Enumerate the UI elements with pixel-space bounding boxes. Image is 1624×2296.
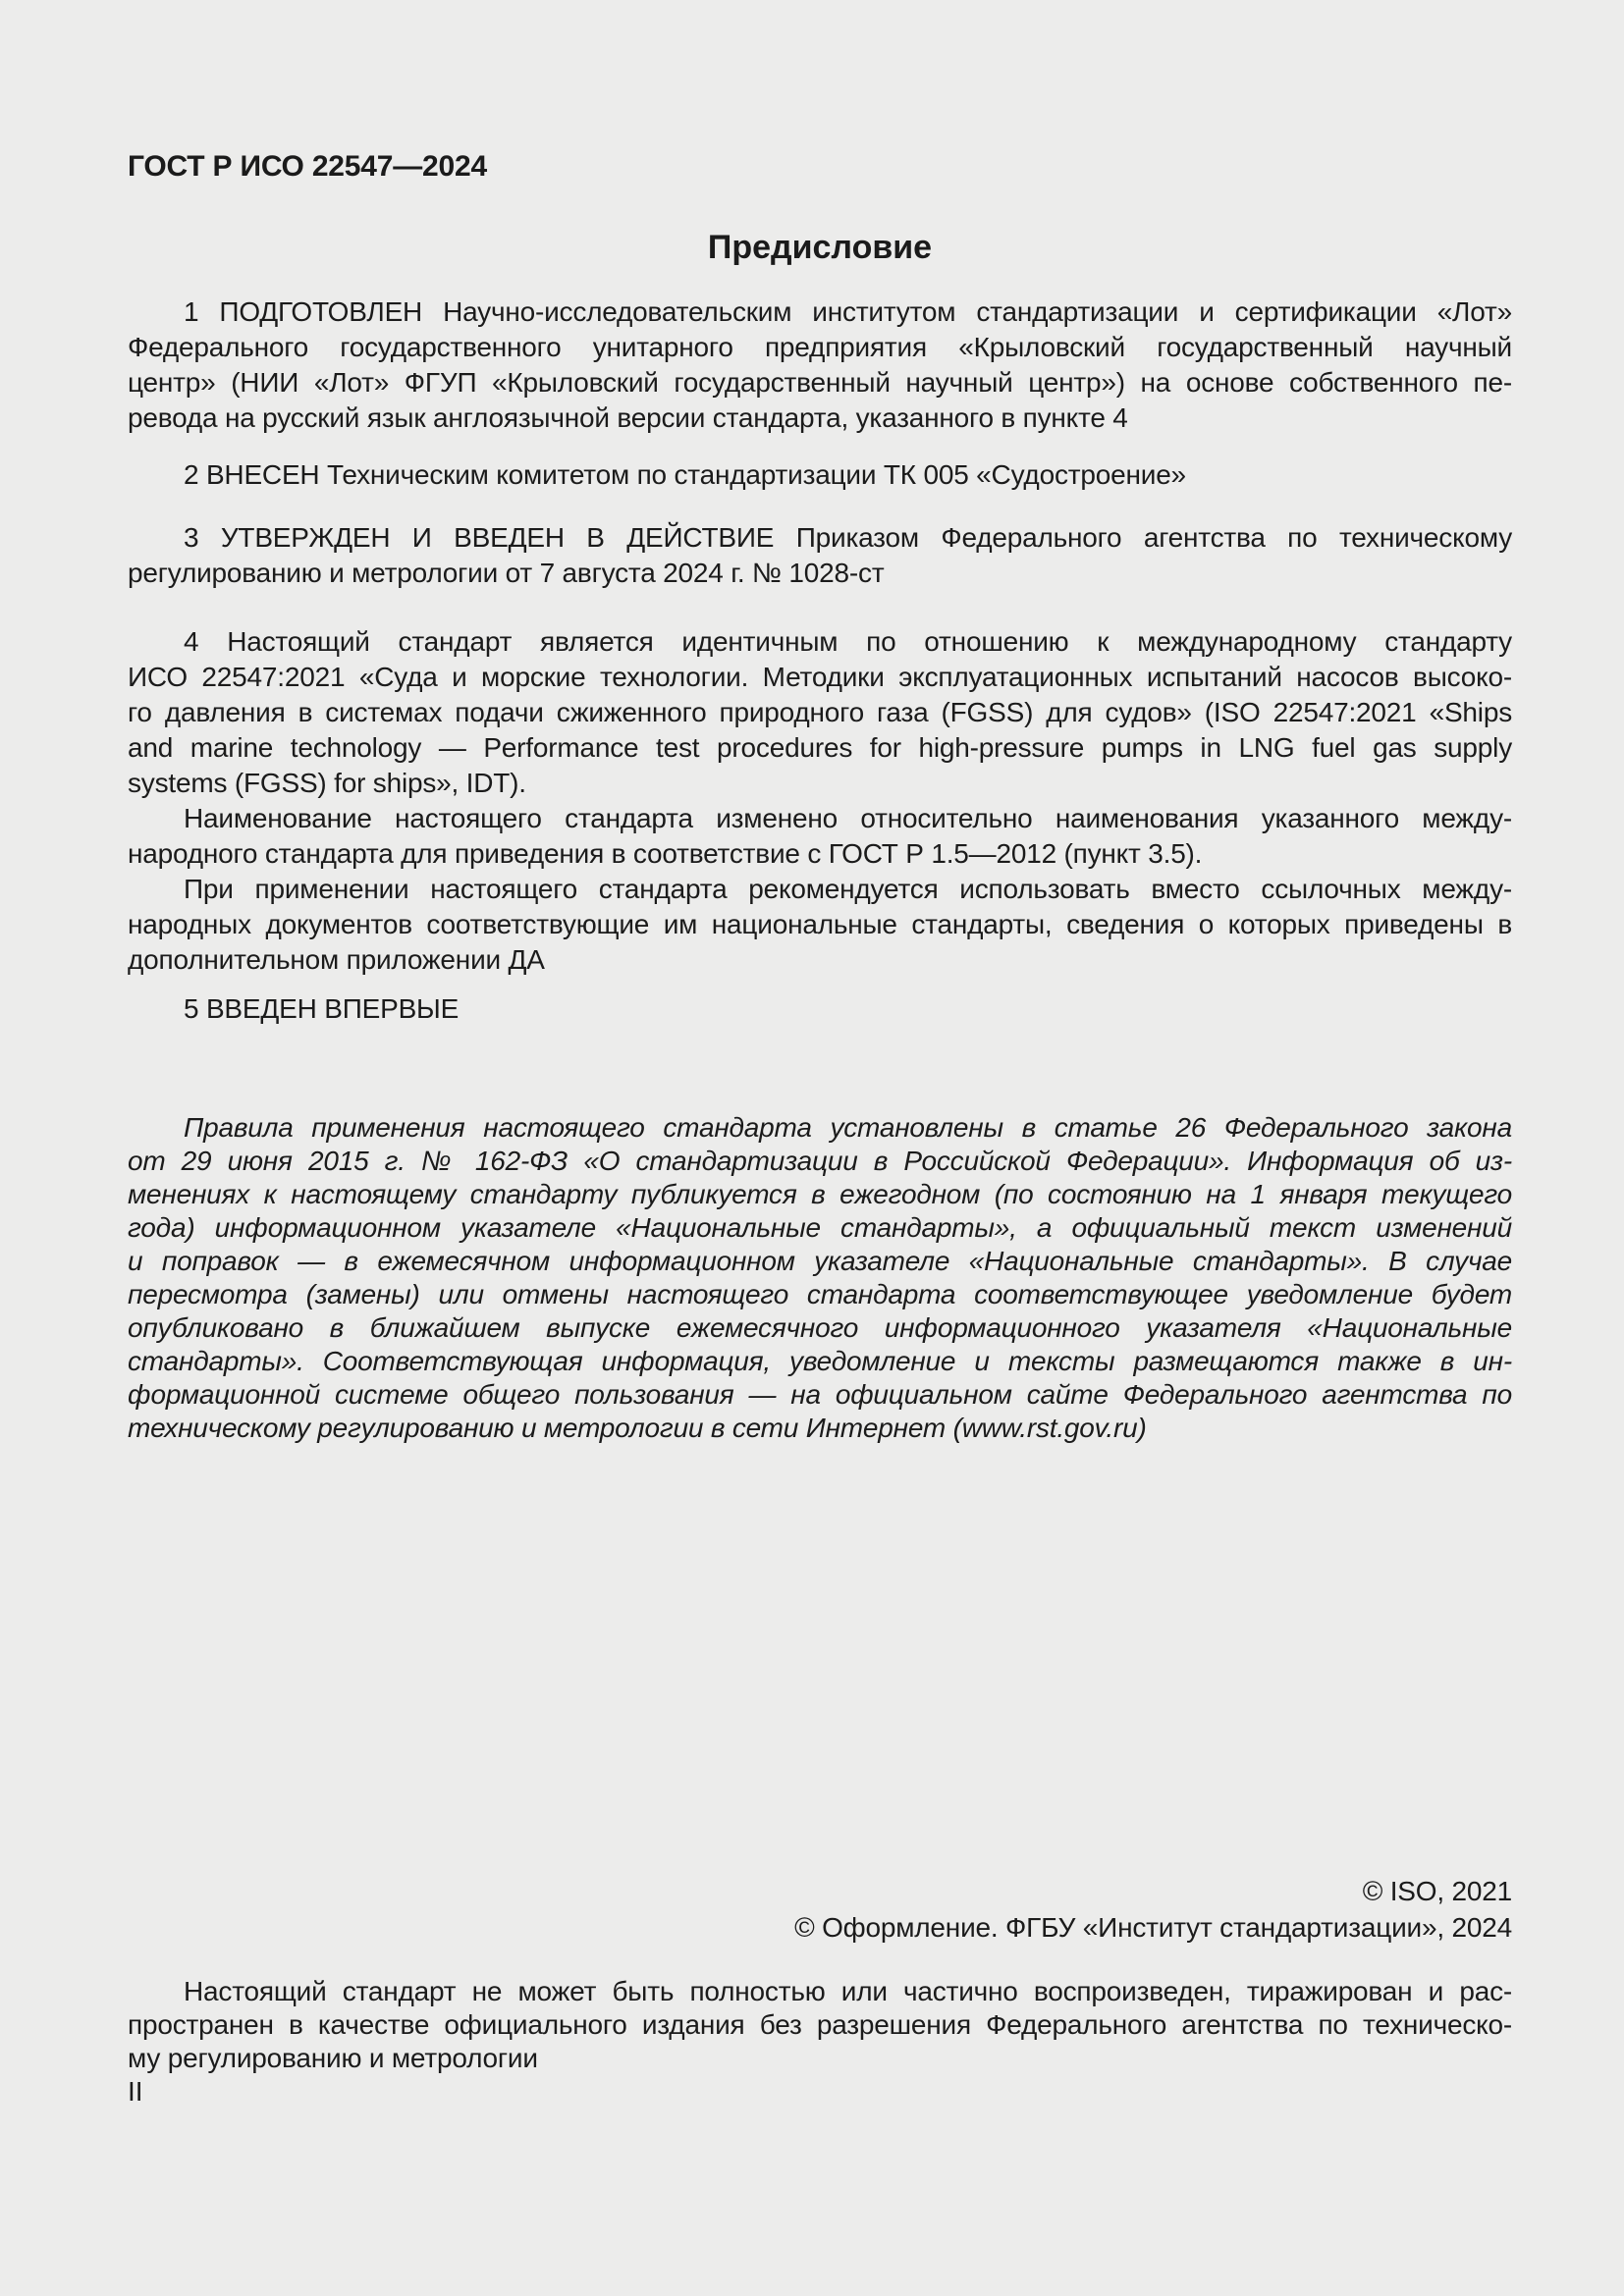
foreword-item-4-note-references: При применении настоящего стандарта рекомендуется использовать вместо ссылочных между- народных документов соответствующие им национальные стандарты, сведения о которых приведены в дополнительном приложении ДА [128,874,1512,975]
foreword-item-2: 2 ВНЕСЕН Техническим комитетом по стандартизации ТК 005 «Судостроение» [184,459,1186,490]
reproduction-restriction-notice: Настоящий стандарт не может быть полностью или частично воспроизведен, тиражирован и рас- пространен в качестве официального издания без разрешения Федерального агентства по техническо- му регулированию и метрологии [128,1976,1512,2073]
foreword-item-4-note-name-change: Наименование настоящего стандарта изменено относительно наименования указанного между- народного стандарта для приведения в соответствие с ГОСТ Р 1.5—2012 (пункт 3.5). [128,803,1512,869]
foreword-item-4: 4 Настоящий стандарт является идентичным по отношению к международному стандарту ИСО 22547:2021 «Суда и морские технологии. Методики эксплуатационных испытаний насосов высоко- го давления в системах подачи сжиженного природного газа (FGSS) для судов» (ISO 22547:2021 «Ships and marine technology — Performance test procedures for high-pressure pumps in LNG fuel gas supply systems (FGSS) for ships», IDT). [128,626,1512,798]
application-rules-notice: Правила применения настоящего стандарта установлены в статье 26 Федерального закона от 29 июня 2015 г. № 162-ФЗ «О стандартизации в Российской Федерации». Информация об из- менениях к настоящему стандарту публикуется в ежегодном (по состоянию на 1 января текущего года) информационном указателе «Национальные стандарты», а официальный текст изменений и поправок — в ежемесячном информационном указателе «Национальные стандарты». В случае пересмотра (замены) или отмены настоящего стандарта соответствующее уведомление будет опубликовано в ближайшем выпуске ежемесячного информационного указателя «Национальные стандарты». Соответствующая информация, уведомление и тексты размещаются также в ин- формационной системе общего пользования — на официальном сайте Федерального агентства по техническому регулированию и метрологии в сети Интернет (www.rst.gov.ru) [128,1112,1512,1443]
copyright-design: © Оформление. ФГБУ «Институт стандартизации», 2024 [794,1912,1512,1943]
foreword-item-3: 3 УТВЕРЖДЕН И ВВЕДЕН В ДЕЙСТВИЕ Приказом Федерального агентства по техническому регулированию и метрологии от 7 августа 2024 г. № 1028-ст [128,522,1512,588]
copyright-block [128,1873,1512,1946]
foreword-item-5: 5 ВВЕДЕН ВПЕРВЫЕ [184,993,460,1024]
copyright-iso: © ISO, 2021 [1362,1876,1512,1906]
page-number: II [128,2076,143,2107]
document-designation: ГОСТ Р ИСО 22547—2024 [128,150,487,183]
foreword-item-1: 1 ПОДГОТОВЛЕН Научно-исследовательским институтом стандартизации и сертификации «Лот» Федерального государственного унитарного предприятия «Крыловский государственный научный центр» (НИИ «Лот» ФГУП «Крыловский государственный научный центр») на основе собственного пе- ревода на русский язык англоязычной версии стандарта, указанного в пункте 4 [128,296,1512,433]
foreword-title: Предисловие [707,229,933,266]
